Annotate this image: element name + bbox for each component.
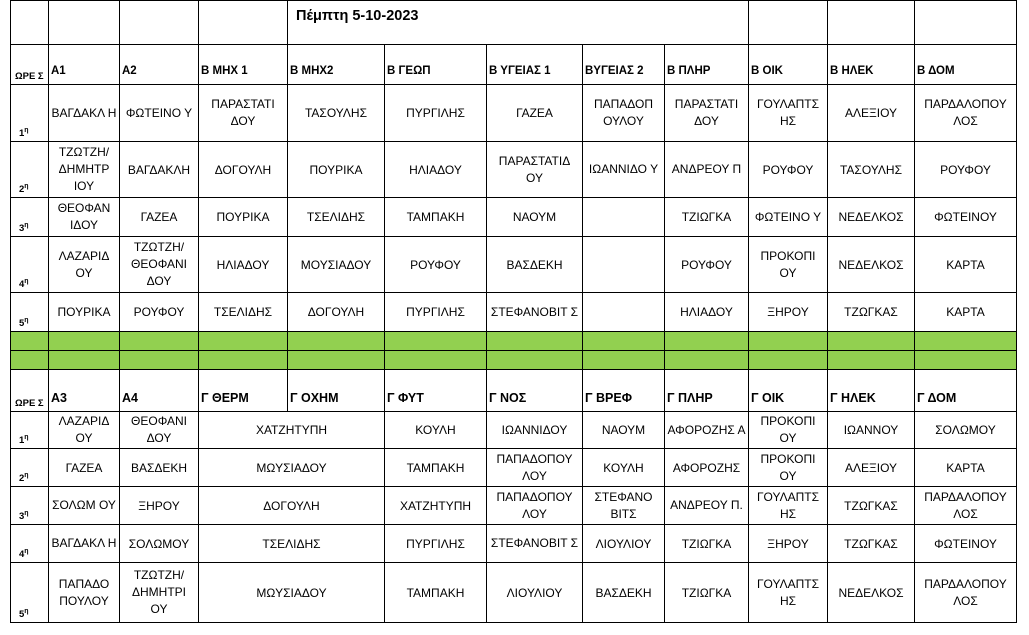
table-row: [11, 487, 1017, 525]
table-row: [11, 412, 1017, 449]
schedule-cell: ΦΩΤΕΙΝΟ Υ: [120, 85, 199, 142]
separator-cell: [49, 351, 120, 370]
separator-cell: [385, 332, 487, 351]
schedule-cell: ΒΑΓΔΑΚΛ Η: [49, 525, 120, 563]
schedule-cell: ΗΛΙΑΔΟΥ: [665, 293, 749, 332]
table-row: [11, 563, 1017, 623]
schedule-cell: ΛΑΖΑΡΙΔ ΟΥ: [49, 412, 120, 449]
column-header: Γ ΒΡΕΦ: [583, 370, 665, 412]
schedule-cell: ΞΗΡΟΥ: [749, 525, 828, 563]
schedule-cell: ΤΑΜΠΑΚΗ: [385, 198, 487, 237]
hour-label: $5^\eta$: [11, 293, 49, 332]
schedule-cell: ΠΑΠΑΔΟΠΟΥ ΛΟΥ: [487, 449, 583, 487]
column-header: Α2: [120, 45, 199, 85]
schedule-cell: ΧΑΤΖΗΤΥΠΗ: [385, 487, 487, 525]
schedule-cell: ΙΩΑΝΝΙΔΟΥ: [487, 412, 583, 449]
title-row: [11, 1, 1017, 45]
schedule-cell: ΦΩΤΕΙΝΟ Υ: [749, 198, 828, 237]
schedule-cell: [583, 293, 665, 332]
separator-cell: [120, 332, 199, 351]
schedule-cell: ΞΗΡΟΥ: [749, 293, 828, 332]
page-title: Πέμπτη 5-10-2023: [288, 1, 749, 45]
schedule-cell: ΝΑΟΥΜ: [487, 198, 583, 237]
schedule-cell: ΑΝΔΡΕΟΥ Π: [665, 142, 749, 198]
hour-label: $2^\eta$: [11, 449, 49, 487]
schedule-cell: ΣΤΕΦΑΝΟ ΒΙΤΣ: [583, 487, 665, 525]
schedule-cell: ΚΟΥΛΗ: [385, 412, 487, 449]
schedule-table: [10, 0, 1017, 623]
column-header: Γ ΗΛΕΚ: [828, 370, 915, 412]
schedule-cell: ΦΩΤΕΙΝΟΥ: [915, 198, 1017, 237]
table-row: [11, 142, 1017, 198]
schedule-cell: ΦΩΤΕΙΝΟΥ: [915, 525, 1017, 563]
separator-cell: [487, 351, 583, 370]
column-header: Β ΜΗΧ2: [288, 45, 385, 85]
schedule-cell: ΠΑΠΑΔΟΠ ΟΥΛΟΥ: [583, 85, 665, 142]
table-row: [11, 85, 1017, 142]
separator-cell: [120, 351, 199, 370]
merged-schedule-cell: ΔΟΓΟΥΛΗ: [199, 487, 385, 525]
schedule-cell: ΡΟΥΦΟΥ: [385, 237, 487, 293]
schedule-cell: ΗΛΙΑΔΟΥ: [385, 142, 487, 198]
table-row: [11, 525, 1017, 563]
schedule-cell: ΤΖΩΤΖΗ/ ΔΗΜΗΤΡ ΙΟΥ: [49, 142, 120, 198]
schedule-cell: ΣΟΛΩΜ ΟΥ: [49, 487, 120, 525]
schedule-cell: ΤΖΩΓΚΑΣ: [828, 293, 915, 332]
schedule-cell: ΝΕΔΕΛΚΟΣ: [828, 237, 915, 293]
schedule-cell: ΙΩΑΝΝΙΔΟ Υ: [583, 142, 665, 198]
schedule-cell: ΠΑΡΑΣΤΑΤΙΔ ΟΥ: [487, 142, 583, 198]
column-header: ΒΥΓΕΙΑΣ 2: [583, 45, 665, 85]
schedule-cell: ΤΖΩΓΚΑΣ: [828, 487, 915, 525]
hour-label: $1^\eta$: [11, 85, 49, 142]
schedule-cell: ΓΟΥΛΑΠΤΣ ΗΣ: [749, 85, 828, 142]
schedule-cell: ΠΟΥΡΙΚΑ: [199, 198, 288, 237]
empty-cell: [120, 1, 199, 45]
schedule-cell: ΣΟΛΩΜΟΥ: [915, 412, 1017, 449]
schedule-cell: ΡΟΥΦΟΥ: [665, 237, 749, 293]
hour-label: $1^\eta$: [11, 412, 49, 449]
schedule-cell: ΤΑΣΟΥΛΗΣ: [288, 85, 385, 142]
separator-cell: [199, 332, 288, 351]
schedule-cell: ΠΑΡΑΣΤΑΤΙ ΔΟΥ: [199, 85, 288, 142]
merged-schedule-cell: ΤΣΕΛΙΔΗΣ: [199, 525, 385, 563]
empty-cell: [199, 1, 288, 45]
schedule-cell: ΝΕΔΕΛΚΟΣ: [828, 563, 915, 623]
schedule-cell: ΤΑΜΠΑΚΗ: [385, 563, 487, 623]
table-row: [11, 198, 1017, 237]
schedule-cell: ΤΖΙΩΓΚΑ: [665, 198, 749, 237]
schedule-cell: ΠΑΡΑΣΤΑΤΙ ΔΟΥ: [665, 85, 749, 142]
separator-cell: [583, 332, 665, 351]
column-header: Γ ΔΟΜ: [915, 370, 1017, 412]
schedule-cell: ΠΥΡΓΙΛΗΣ: [385, 525, 487, 563]
schedule-cell: ΤΣΕΛΙΔΗΣ: [199, 293, 288, 332]
schedule-cell: ΝΑΟΥΜ: [583, 412, 665, 449]
schedule-cell: ΒΑΣΔΕΚΗ: [120, 449, 199, 487]
separator-cell: [49, 332, 120, 351]
column-header: Γ ΘΕΡΜ: [199, 370, 288, 412]
column-header: Β ΟΙΚ: [749, 45, 828, 85]
separator-cell: [199, 351, 288, 370]
separator-cell: [11, 332, 49, 351]
green-separator-row: [11, 351, 1017, 370]
hour-label: $5^\eta$: [11, 563, 49, 623]
column-header: Γ ΠΛΗΡ: [665, 370, 749, 412]
separator-cell: [11, 351, 49, 370]
separator-cell: [288, 351, 385, 370]
separator-cell: [828, 332, 915, 351]
schedule-cell: ΤΖΙΩΓΚΑ: [665, 563, 749, 623]
schedule-cell: ΓΑΖΕΑ: [49, 449, 120, 487]
column-header: Γ ΝΟΣ: [487, 370, 583, 412]
schedule-cell: ΤΖΩΤΖΗ/ ΔΗΜΗΤΡΙ ΟΥ: [120, 563, 199, 623]
schedule-cell: ΡΟΥΦΟΥ: [749, 142, 828, 198]
schedule-body: [11, 1, 1017, 623]
empty-cell: [49, 1, 120, 45]
schedule-cell: ΔΟΓΟΥΛΗ: [199, 142, 288, 198]
schedule-cell: ΑΝΔΡΕΟΥ Π.: [665, 487, 749, 525]
schedule-cell: ΘΕΟΦΑΝ ΙΔΟΥ: [49, 198, 120, 237]
schedule-cell: ΠΡΟΚΟΠΙ ΟΥ: [749, 412, 828, 449]
column-header: Α1: [49, 45, 120, 85]
column-header: Β ΗΛΕΚ: [828, 45, 915, 85]
hours-header: ΩΡΕ Σ: [11, 45, 49, 85]
separator-cell: [487, 332, 583, 351]
schedule-cell: ΣΤΕΦΑΝΟΒΙΤ Σ: [487, 525, 583, 563]
schedule-cell: ΔΟΓΟΥΛΗ: [288, 293, 385, 332]
hour-label: $2^\eta$: [11, 142, 49, 198]
schedule-cell: ΑΦΟΡΟΖΗΣ Α: [665, 412, 749, 449]
schedule-cell: ΠΑΡΔΑΛΟΠΟΥ ΛΟΣ: [915, 487, 1017, 525]
column-header: Γ ΟΧΗΜ: [288, 370, 385, 412]
schedule-cell: ΤΑΣΟΥΛΗΣ: [828, 142, 915, 198]
schedule-cell: ΤΖΩΤΖΗ/ ΘΕΟΦΑΝΙ ΔΟΥ: [120, 237, 199, 293]
schedule-cell: ΠΥΡΓΙΛΗΣ: [385, 293, 487, 332]
schedule-cell: ΘΕΟΦΑΝΙ ΔΟΥ: [120, 412, 199, 449]
merged-schedule-cell: ΜΩΥΣΙΑΔΟΥ: [199, 449, 385, 487]
separator-cell: [828, 351, 915, 370]
schedule-cell: ΑΦΟΡΟΖΗΣ: [665, 449, 749, 487]
schedule-cell: ΚΑΡΤΑ: [915, 237, 1017, 293]
merged-schedule-cell: ΜΩΥΣΙΑΔΟΥ: [199, 563, 385, 623]
schedule-cell: ΠΑΠΑΔΟ ΠΟΥΛΟΥ: [49, 563, 120, 623]
hour-label: $4^\eta$: [11, 237, 49, 293]
schedule-cell: ΜΟΥΣΙΑΔΟΥ: [288, 237, 385, 293]
schedule-cell: ΠΑΡΔΑΛΟΠΟΥ ΛΟΣ: [915, 85, 1017, 142]
schedule-cell: ΛΑΖΑΡΙΔ ΟΥ: [49, 237, 120, 293]
schedule-cell: ΒΑΣΔΕΚΗ: [583, 563, 665, 623]
schedule-cell: ΞΗΡΟΥ: [120, 487, 199, 525]
schedule-cell: ΒΑΓΔΑΚΛΗ: [120, 142, 199, 198]
separator-cell: [583, 351, 665, 370]
header-row: [11, 370, 1017, 412]
header-row: [11, 45, 1017, 85]
hour-label: $3^\eta$: [11, 487, 49, 525]
schedule-cell: ΑΛΕΞΙΟΥ: [828, 85, 915, 142]
table-row: [11, 293, 1017, 332]
schedule-cell: ΡΟΥΦΟΥ: [915, 142, 1017, 198]
column-header: Α3: [49, 370, 120, 412]
empty-cell: [915, 1, 1017, 45]
column-header: Β ΥΓΕΙΑΣ 1: [487, 45, 583, 85]
schedule-cell: ΤΖΩΓΚΑΣ: [828, 525, 915, 563]
schedule-cell: ΠΟΥΡΙΚΑ: [288, 142, 385, 198]
column-header: Β ΜΗΧ 1: [199, 45, 288, 85]
table-row: [11, 449, 1017, 487]
column-header: Β ΠΛΗΡ: [665, 45, 749, 85]
column-header: Β ΔΟΜ: [915, 45, 1017, 85]
separator-cell: [749, 351, 828, 370]
schedule-cell: ΡΟΥΦΟΥ: [120, 293, 199, 332]
schedule-cell: ΚΑΡΤΑ: [915, 449, 1017, 487]
column-header: Γ ΟΙΚ: [749, 370, 828, 412]
schedule-cell: ΓΟΥΛΑΠΤΣ ΗΣ: [749, 563, 828, 623]
separator-cell: [665, 351, 749, 370]
separator-cell: [749, 332, 828, 351]
schedule-cell: ΠΟΥΡΙΚΑ: [49, 293, 120, 332]
schedule-cell: ΒΑΓΔΑΚΛ Η: [49, 85, 120, 142]
schedule-cell: ΚΟΥΛΗ: [583, 449, 665, 487]
separator-cell: [915, 332, 1017, 351]
schedule-cell: [583, 237, 665, 293]
column-header: Α4: [120, 370, 199, 412]
schedule-cell: ΠΥΡΓΙΛΗΣ: [385, 85, 487, 142]
schedule-cell: ΓΑΖΕΑ: [120, 198, 199, 237]
empty-cell: [11, 1, 49, 45]
schedule-cell: ΤΑΜΠΑΚΗ: [385, 449, 487, 487]
empty-cell: [749, 1, 828, 45]
schedule-cell: ΣΟΛΩΜΟΥ: [120, 525, 199, 563]
table-row: [11, 237, 1017, 293]
schedule-cell: ΤΣΕΛΙΔΗΣ: [288, 198, 385, 237]
separator-cell: [385, 351, 487, 370]
green-separator-row: [11, 332, 1017, 351]
hours-header: ΩΡΕ Σ: [11, 370, 49, 412]
schedule-cell: ΛΙΟΥΛΙΟΥ: [583, 525, 665, 563]
column-header: Β ΓΕΩΠ: [385, 45, 487, 85]
schedule-cell: ΛΙΟΥΛΙΟΥ: [487, 563, 583, 623]
schedule-cell: ΠΡΟΚΟΠΙ ΟΥ: [749, 449, 828, 487]
schedule-cell: ΠΑΠΑΔΟΠΟΥ ΛΟΥ: [487, 487, 583, 525]
schedule-cell: ΤΖΙΩΓΚΑ: [665, 525, 749, 563]
schedule-cell: ΠΡΟΚΟΠΙ ΟΥ: [749, 237, 828, 293]
schedule-cell: ΙΩΑΝΝΟΥ: [828, 412, 915, 449]
schedule-cell: [583, 198, 665, 237]
empty-cell: [828, 1, 915, 45]
schedule-cell: ΓΑΖΕΑ: [487, 85, 583, 142]
merged-schedule-cell: ΧΑΤΖΗΤΥΠΗ: [199, 412, 385, 449]
hour-label: $4^\eta$: [11, 525, 49, 563]
schedule-cell: ΠΑΡΔΑΛΟΠΟΥ ΛΟΣ: [915, 563, 1017, 623]
separator-cell: [665, 332, 749, 351]
schedule-cell: ΣΤΕΦΑΝΟΒΙΤ Σ: [487, 293, 583, 332]
schedule-cell: ΑΛΕΞΙΟΥ: [828, 449, 915, 487]
column-header: Γ ΦΥΤ: [385, 370, 487, 412]
separator-cell: [288, 332, 385, 351]
hour-label: $3^\eta$: [11, 198, 49, 237]
schedule-cell: ΒΑΣΔΕΚΗ: [487, 237, 583, 293]
schedule-cell: ΚΑΡΤΑ: [915, 293, 1017, 332]
schedule-cell: ΝΕΔΕΛΚΟΣ: [828, 198, 915, 237]
schedule-cell: ΓΟΥΛΑΠΤΣ ΗΣ: [749, 487, 828, 525]
separator-cell: [915, 351, 1017, 370]
schedule-cell: ΗΛΙΑΔΟΥ: [199, 237, 288, 293]
